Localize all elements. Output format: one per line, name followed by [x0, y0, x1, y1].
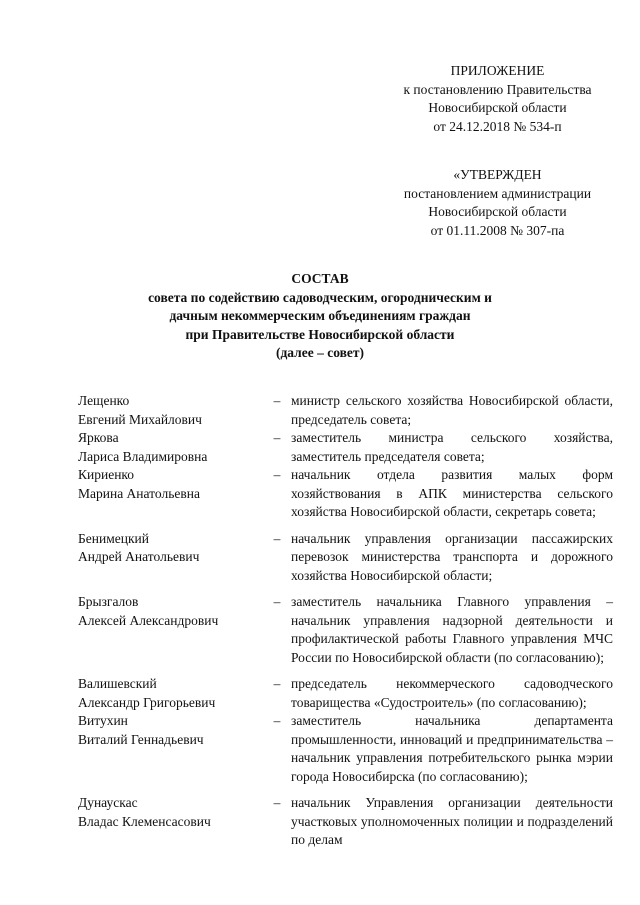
title-line: совета по содействию садоводческим, огородническим и: [148, 289, 492, 305]
approved-header: [385, 166, 610, 240]
dash: –: [273, 530, 281, 546]
member-position: министр сельского хозяйства Новосибирской области, председатель совета;: [291, 393, 613, 427]
member-position: заместитель начальника департамента промышленности, инноваций и предпринимательства – начальник управления потребительского рынка мэрии города Новосибирска (по согласованию);: [291, 713, 613, 784]
member-name: [78, 794, 270, 831]
title-line: при Правительстве Новосибирской области: [185, 326, 455, 342]
member-surname: Кириенко: [78, 467, 135, 482]
member-surname: Лещенко: [78, 393, 130, 408]
annex-line: Новосибирской области: [428, 100, 567, 115]
member-name: [78, 530, 270, 567]
member-row: [78, 794, 613, 850]
member-given-name: Алексей Александрович: [78, 612, 219, 628]
member-given-name: Марина Анатольевна: [78, 485, 200, 501]
member-surname: Валишевский: [78, 676, 157, 691]
member-given-name: Виталий Геннадьевич: [78, 731, 204, 747]
approved-line: постановлением администрации: [403, 185, 592, 201]
member-row: [78, 675, 613, 712]
annex-title: ПРИЛОЖЕНИЕ: [450, 63, 545, 78]
approved-title: «УТВЕРЖДЕН: [453, 167, 542, 182]
member-surname: Дунаускас: [78, 795, 138, 810]
dash: –: [273, 430, 281, 445]
member-position: начальник отдела развития малых форм хозяйствования в АПК министерства сельского хозяйства Новосибирской области, секретарь совета;: [291, 467, 613, 519]
member-row: [78, 593, 613, 667]
title-line: (далее – совет): [275, 345, 365, 360]
member-surname: Витухин: [78, 713, 128, 728]
member-name: [78, 675, 270, 712]
member-given-name: Владас Клеменсасович: [78, 813, 211, 829]
member-name: [78, 392, 270, 429]
member-row: [78, 530, 613, 586]
member-position: заместитель начальника Главного управления – начальник управления надзорной деятельности и профилактической работы Главного управления МЧС России по Новосибирской области (по согласованию);: [291, 594, 613, 665]
member-given-name: Андрей Анатольевич: [78, 549, 200, 564]
document-title: [100, 270, 540, 363]
member-given-name: Лариса Владимировна: [78, 448, 208, 464]
annex-line: к постановлению Правительства: [403, 81, 592, 97]
member-row: [78, 392, 613, 429]
council-members-list: [78, 392, 613, 850]
title-line: дачным некоммерческим объединениям граждан: [169, 308, 471, 323]
annex-date: от 24.12.2018 № 534-п: [433, 118, 562, 134]
member-surname: Бенимецкий: [78, 530, 149, 546]
title-heading: СОСТАВ: [291, 271, 349, 286]
member-position: председатель некоммерческого садоводческого товарищества «Судостроитель» (по согласованию);: [291, 676, 613, 710]
dash: –: [273, 467, 281, 482]
approved-line: Новосибирской области: [428, 204, 567, 219]
dash: –: [273, 594, 281, 609]
member-given-name: Евгений Михайлович: [78, 411, 202, 427]
member-row: [78, 466, 613, 522]
member-position: начальник Управления организации деятельности участковых уполномоченных полиции и подразделений по делам: [291, 795, 613, 847]
dash: –: [273, 393, 281, 408]
member-surname: Яркова: [78, 430, 119, 445]
member-position: начальник управления организации пассажирских перевозок министерства транспорта и дорожного хозяйства Новосибирской области;: [291, 530, 613, 583]
approved-date: от 01.11.2008 № 307-па: [430, 222, 565, 238]
dash: –: [273, 713, 281, 728]
member-position: заместитель министра сельского хозяйства, заместитель председателя совета;: [291, 430, 613, 464]
member-name: [78, 466, 270, 503]
dash: –: [273, 795, 281, 810]
member-row: [78, 712, 613, 786]
member-given-name: Александр Григорьевич: [78, 694, 216, 710]
dash: –: [273, 676, 281, 691]
member-row: [78, 429, 613, 466]
member-name: [78, 429, 270, 466]
member-name: [78, 712, 270, 749]
annex-header: [385, 62, 610, 136]
member-surname: Брызгалов: [78, 594, 139, 609]
member-name: [78, 593, 270, 630]
